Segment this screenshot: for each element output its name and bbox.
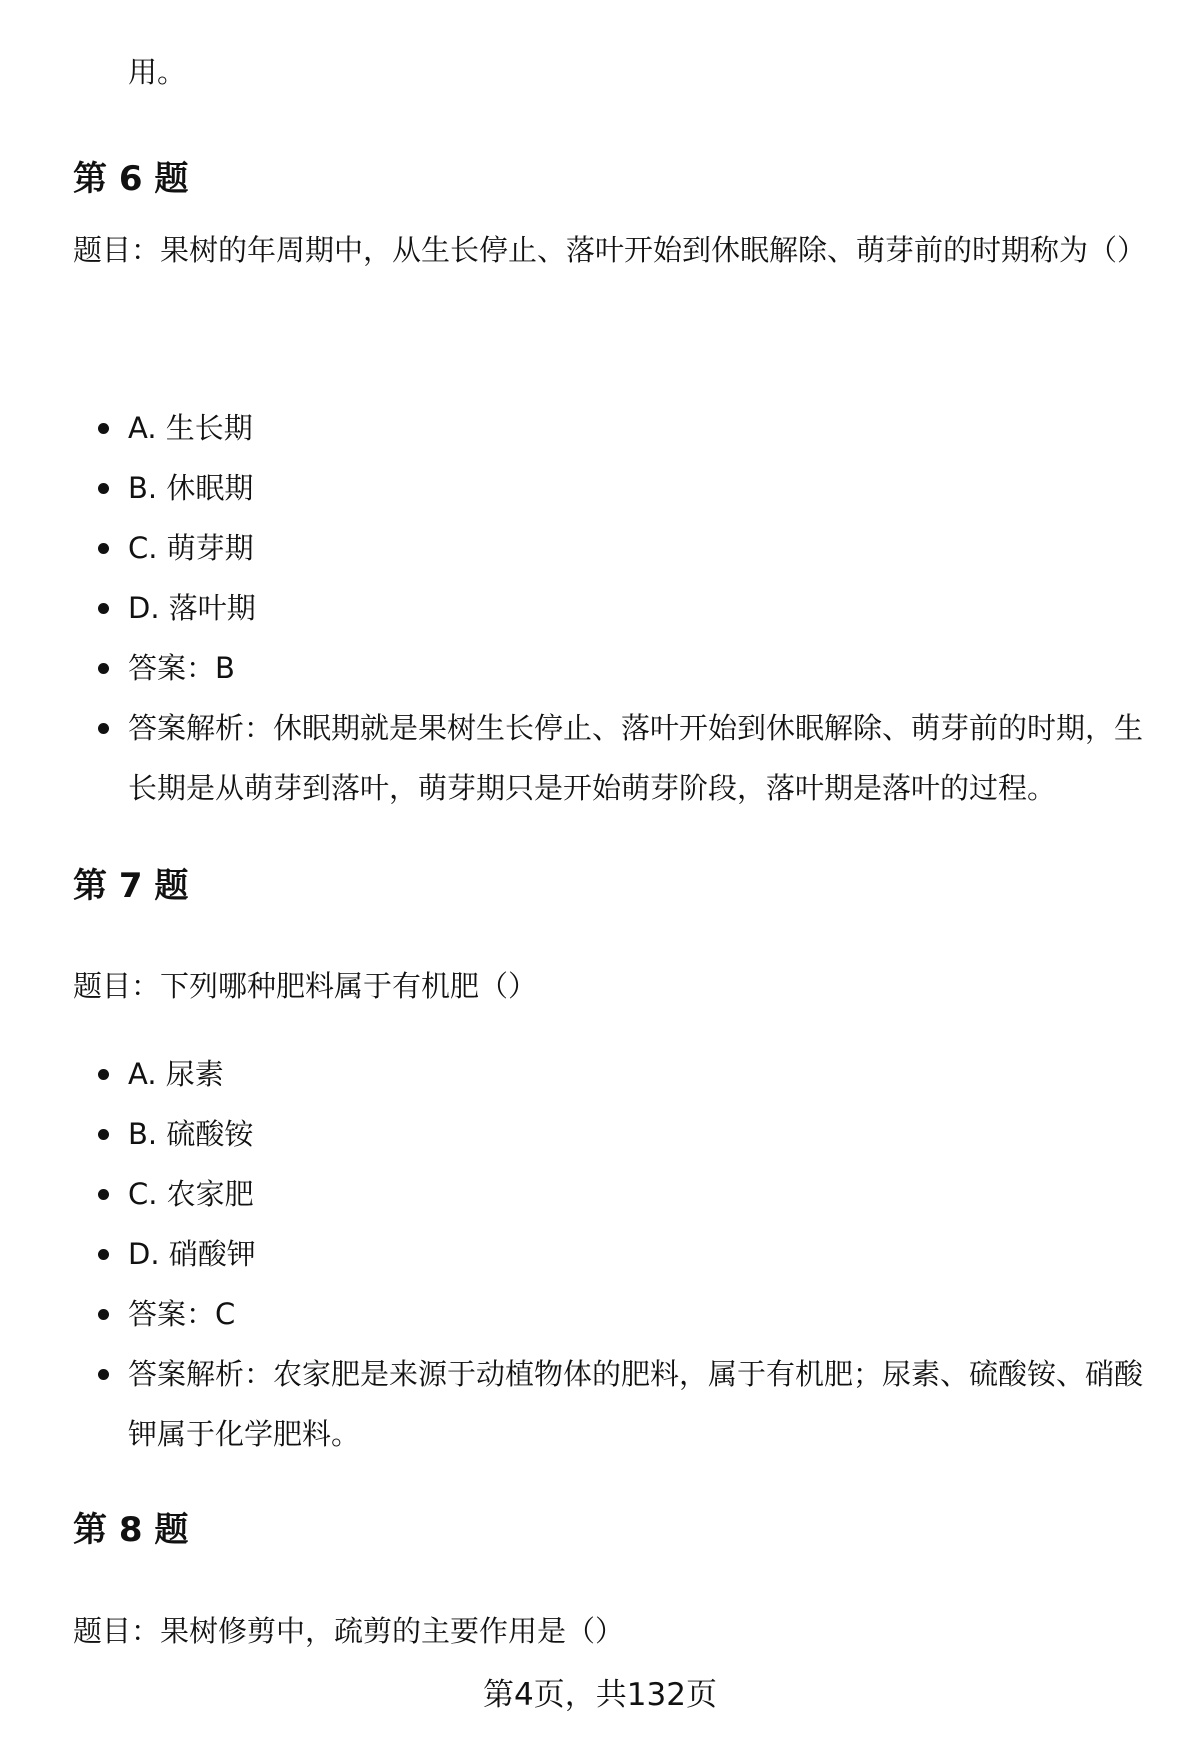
option-d: D. 硝酸钾 bbox=[0, 1224, 1148, 1284]
answer: 答案：B bbox=[0, 638, 1148, 698]
question-6-text: 题目：果树的年周期中，从生长停止、落叶开始到休眠解除、萌芽前的时期称为（） bbox=[73, 233, 1147, 267]
option-c: C. 农家肥 bbox=[0, 1164, 1148, 1224]
bullet-icon bbox=[98, 663, 109, 674]
answer-analysis: 答案解析：休眠期就是果树生长停止、落叶开始到休眠解除、萌芽前的时期，生长期是从萌芽到落叶，萌芽期只是开始萌芽阶段，落叶期是落叶的过程。 bbox=[0, 698, 1148, 818]
option-c: C. 萌芽期 bbox=[0, 518, 1148, 578]
answer-analysis: 答案解析：农家肥是来源于动植物体的肥料，属于有机肥；尿素、硫酸铵、硝酸钾属于化学肥料。 bbox=[0, 1344, 1148, 1464]
question-8-heading: 第 8 题 bbox=[73, 1510, 189, 1550]
bullet-icon bbox=[98, 1309, 109, 1320]
bullet-icon bbox=[98, 603, 109, 614]
option-a: A. 尿素 bbox=[0, 1044, 1148, 1104]
question-7-text: 题目：下列哪种肥料属于有机肥（） bbox=[73, 969, 538, 1003]
question-8-text: 题目：果树修剪中，疏剪的主要作用是（） bbox=[73, 1614, 625, 1648]
option-b: B. 休眠期 bbox=[0, 458, 1148, 518]
answer: 答案：C bbox=[0, 1284, 1148, 1344]
bullet-icon bbox=[98, 1129, 109, 1140]
bullet-icon bbox=[98, 423, 109, 434]
question-6-options bbox=[0, 398, 1200, 818]
bullet-icon bbox=[98, 483, 109, 494]
question-6-heading: 第 6 题 bbox=[73, 159, 189, 199]
bullet-icon bbox=[98, 1249, 109, 1260]
page-footer: 第4页，共132页 bbox=[483, 1677, 717, 1713]
option-b: B. 硫酸铵 bbox=[0, 1104, 1148, 1164]
option-d: D. 落叶期 bbox=[0, 578, 1148, 638]
question-7-options bbox=[0, 1044, 1200, 1464]
bullet-icon bbox=[98, 1189, 109, 1200]
bullet-icon bbox=[98, 1369, 109, 1380]
bullet-icon bbox=[98, 543, 109, 554]
bullet-icon bbox=[98, 1069, 109, 1080]
question-7-heading: 第 7 题 bbox=[73, 866, 189, 906]
option-a: A. 生长期 bbox=[0, 398, 1148, 458]
continued-text: 用。 bbox=[128, 55, 187, 89]
bullet-icon bbox=[98, 723, 109, 734]
